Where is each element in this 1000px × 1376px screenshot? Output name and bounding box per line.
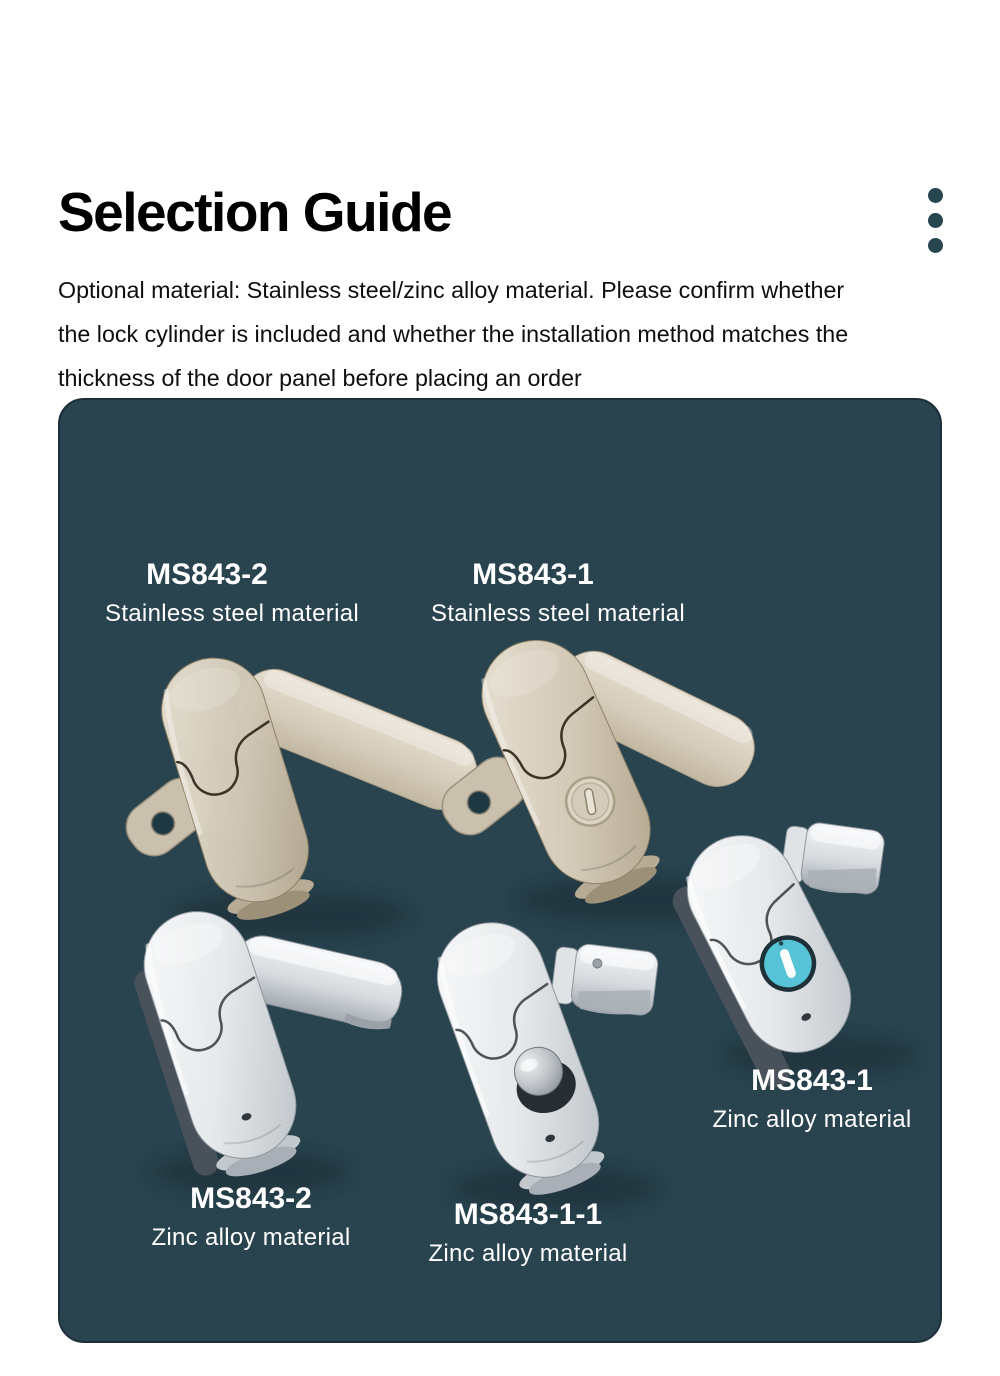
description-line: the lock cylinder is included and whether the installation method matches the xyxy=(58,321,849,347)
product-name: MS843-1 xyxy=(751,1064,873,1097)
lock-image-ms843-2-zinc xyxy=(118,898,408,1192)
lock-image-ms843-1-1-zinc xyxy=(422,907,659,1206)
ellipsis-dot xyxy=(928,213,943,228)
product-name: MS843-2 xyxy=(146,558,268,591)
lock-image-ms843-2-stainless xyxy=(117,645,487,930)
product-label-ms843-1-1-zinc xyxy=(428,1198,627,1268)
product-label-ms843-2-stainless xyxy=(105,558,359,628)
product-material: Zinc alloy material xyxy=(712,1106,912,1133)
product-name: MS843-1 xyxy=(472,558,594,591)
ellipsis-dot xyxy=(928,188,943,203)
vertical-ellipsis-icon xyxy=(928,188,944,254)
product-label-ms843-1-stainless xyxy=(431,558,685,628)
product-material: Zinc alloy material xyxy=(428,1240,628,1267)
product-name: MS843-1-1 xyxy=(453,1198,603,1231)
product-material: Stainless steel material xyxy=(105,600,359,627)
product-material: Stainless steel material xyxy=(431,600,685,627)
product-material: Zinc alloy material xyxy=(151,1224,351,1251)
page-title: Selection Guide xyxy=(58,181,452,243)
page-description xyxy=(58,268,958,400)
description-line: Optional material: Stainless steel/zinc alloy material. Please confirm whether xyxy=(58,277,845,303)
product-label-ms843-2-zinc xyxy=(151,1182,350,1252)
product-name: MS843-2 xyxy=(190,1182,312,1215)
ellipsis-dot xyxy=(928,238,943,253)
product-label-ms843-1-zinc xyxy=(712,1064,911,1134)
selection-panel xyxy=(58,398,942,1343)
description-line: thickness of the door panel before placing an order xyxy=(58,365,582,391)
